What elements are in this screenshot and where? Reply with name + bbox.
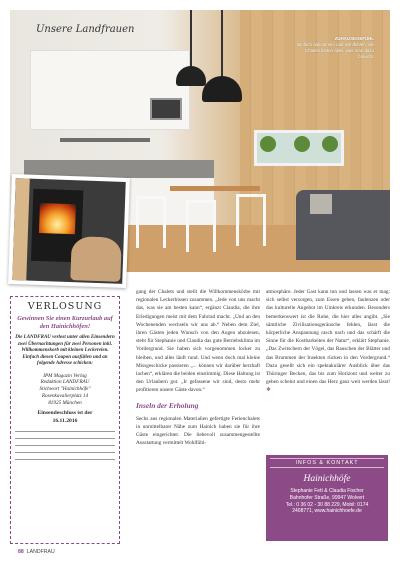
pendant-lamp — [202, 76, 242, 102]
end-bullet-icon: ❖ — [266, 387, 271, 394]
magazine-name: LANDFRAU — [26, 549, 55, 555]
info-contact-box — [266, 455, 388, 541]
lamp-cord — [221, 10, 223, 78]
oven — [150, 98, 182, 120]
plant — [260, 136, 276, 152]
coupon-line[interactable] — [15, 445, 115, 446]
address-line: Rosenkavalierplatz 14 — [41, 392, 89, 399]
wood-basket — [70, 236, 122, 282]
chair — [236, 194, 266, 246]
coupon-line[interactable] — [15, 459, 115, 460]
info-line: Tel.: 0 36 02 - 30 88 229, Mobil: 0174 — [285, 501, 369, 508]
coupon-line[interactable] — [15, 452, 115, 453]
raffle-coupon — [10, 296, 120, 544]
coupon-line[interactable] — [15, 438, 115, 439]
page-footer — [18, 549, 55, 555]
info-header: INFOS & KONTAKT — [270, 458, 384, 468]
article-column-2 — [266, 288, 390, 395]
article-subheading: Inseln der Erholung — [136, 400, 199, 410]
raffle-subtitle: Gewinnen Sie einen Kurzurlaub auf den Hainichhöfen! — [17, 315, 113, 330]
lamp-cord — [190, 10, 192, 68]
article-paragraph — [266, 288, 390, 395]
address-line: IPM Magazin Verlag — [43, 372, 87, 379]
article-paragraph: Sechs aus regionalen Materialien gefertigte Ferienchalets in unmittelbarer Nähe zum Hainich haben sie für ihre Gäste eingerichtet. Die liebevoll zusammengestellte Ausstattung vermittelt Wohlfühl- — [136, 415, 260, 447]
article-text: atmosphäre. Jeder Gast kann tun und lassen was er mag: sich selbst versorgen, zum Essen gehen, faulenzen oder das kulturelle Angebot im Umkreis erkunden. Besonders bemerkenswert ist die Ruhe, die hier alles angibt. „Sie sämtliche Zivilisationsgeräusche fehlen, lässt die körperliche Anspannung rasch nach und das schärft die Sinne für die Kostbarkeiten der Natur“, erklärt Stephanie. „Das Zwitschern der Vögel, das Rauschen der Blätter und das Brummen der Insekten rücken in den Vordergrund.“ Dazu gesellt sich ein spektakulärer Ausblick über das Thüringer Becken, das bis zum Horizont und weiter zu gehen scheint und einen das Herz ganz weit werden lässt! — [266, 289, 390, 386]
raffle-body: Die LANDFRAU verlost unter allen Einsendern zwei Übernachtungen für zwei Personen inkl. Willkommenskorb mit kleinen Leckereien. Einfach diesen Coupon ausfüllen und an folgende Adresse schicken: — [15, 335, 115, 366]
chair — [186, 200, 216, 252]
address-line: 81925 München — [48, 399, 82, 406]
address-line: Stichwort "Hainichhöfe" — [39, 386, 91, 392]
page-number: 88 — [18, 549, 24, 555]
coupon-fields — [15, 431, 115, 460]
photo-caption — [294, 36, 374, 60]
deadline-label: Einsendeschluss ist der — [37, 410, 93, 417]
article-paragraph: gang der Chalets und stellt die Willkommenskörbe mit regionalen Leckerbissen zusammen. „Jede von uns macht das, was sie am besten kann“, ergänzt Claudia, die ihre Erledigungen meist mit dem Fahrrad macht. „Und an den Wochenenden wechseln wir uns ab.“ Neben dem Ziel, ihren Gästen jeden Wunsch von den Augen abzulesen, steht für Stephanie und Claudia das gute Betriebsklima im Vordergrund. Sie haben sich vorgenommen locker zu bleiben, und alles läuft rund. Und wenn doch mal kleine Missgeschicke passieren „... können wir darüber herzhaft lachen“, erklären die beiden einstimmig. Diese Haltung ist den Urlaubern gut. „Ir gefassene wir sind, desto mehr profitieren unsere Gäste davon.“ — [136, 289, 260, 394]
info-name: Hainichhöfe — [303, 474, 351, 484]
info-line: 2408771, www.hainichhoefe.de — [292, 508, 362, 515]
fire — [39, 203, 76, 234]
raffle-title: VERLOSUNG — [27, 301, 103, 312]
dining-table — [170, 186, 260, 191]
info-details — [270, 488, 384, 515]
kitchen-shelf — [60, 138, 150, 142]
caption-text: Einfach ankommen und wohlfühlen: die Chalets bieten alles, was man dazu braucht. — [297, 41, 374, 59]
info-line: Stephanie Fett & Claudia Fischer — [290, 488, 364, 494]
raffle-address — [15, 373, 115, 407]
pendant-lamp — [176, 66, 206, 86]
address-line: Redaktion LANDFRAU — [40, 379, 90, 386]
page-heading: Unsere Landfrauen — [36, 24, 135, 35]
plant — [294, 136, 310, 152]
info-line: Bahnhofer Straße, 99947 Wolvert — [289, 494, 365, 501]
plant — [322, 136, 338, 152]
deadline-date: 16.11.2016 — [52, 417, 78, 424]
caption-title: ZUHAUSEGEFÜHL — [334, 36, 374, 41]
chair — [136, 196, 166, 248]
article-column-1 — [136, 288, 260, 447]
fireplace-photo — [8, 174, 130, 288]
raffle-deadline — [15, 410, 115, 425]
coupon-line[interactable] — [15, 431, 115, 432]
pillow — [310, 194, 332, 214]
